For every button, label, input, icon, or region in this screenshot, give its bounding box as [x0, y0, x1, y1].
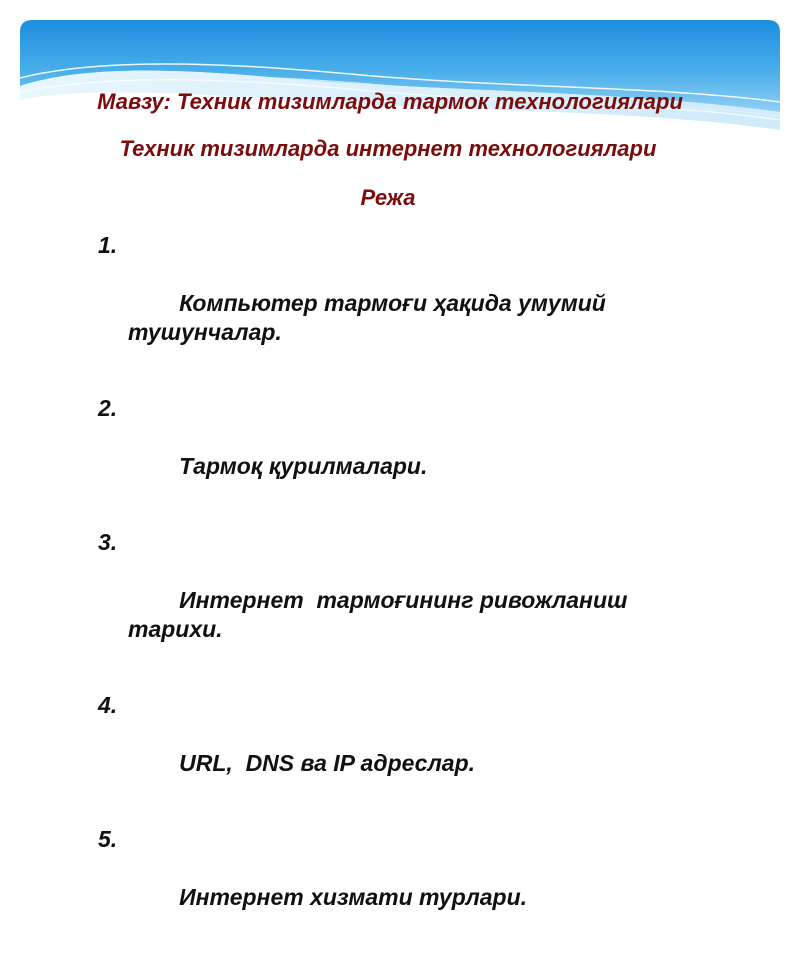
plan-item-3: [98, 528, 698, 673]
plan-item-text: Компьютер тармоғи ҳақида умумий тушунчалар.: [128, 290, 606, 345]
plan-heading: Режа: [360, 185, 416, 210]
plan-item-1: [98, 231, 698, 376]
subtitle: Техник тизимларда интернет технологиялари: [119, 136, 657, 161]
plan-list: [98, 231, 698, 959]
plan-item-number: 4.: [98, 692, 118, 718]
plan-item-number: 3.: [98, 529, 118, 555]
plan-item-4: [98, 691, 698, 807]
plan-item-text: Интернет хизмати турлари.: [179, 884, 528, 910]
plan-item-text: URL, DNS ва IP адреслар.: [179, 750, 476, 776]
plan-item-number: 2.: [98, 395, 118, 421]
plan-item-2: [98, 394, 698, 510]
topic-title: Мавзу: Техник тизимларда тармок технологиялари: [97, 89, 683, 114]
plan-item-5: [98, 825, 698, 941]
plan-item-text: Интернет тармоғининг ривожланиш тарихи.: [128, 587, 628, 642]
plan-item-text: Тармоқ қурилмалари.: [179, 453, 428, 479]
plan-item-number: 5.: [98, 826, 118, 852]
plan-item-number: 1.: [98, 232, 118, 258]
